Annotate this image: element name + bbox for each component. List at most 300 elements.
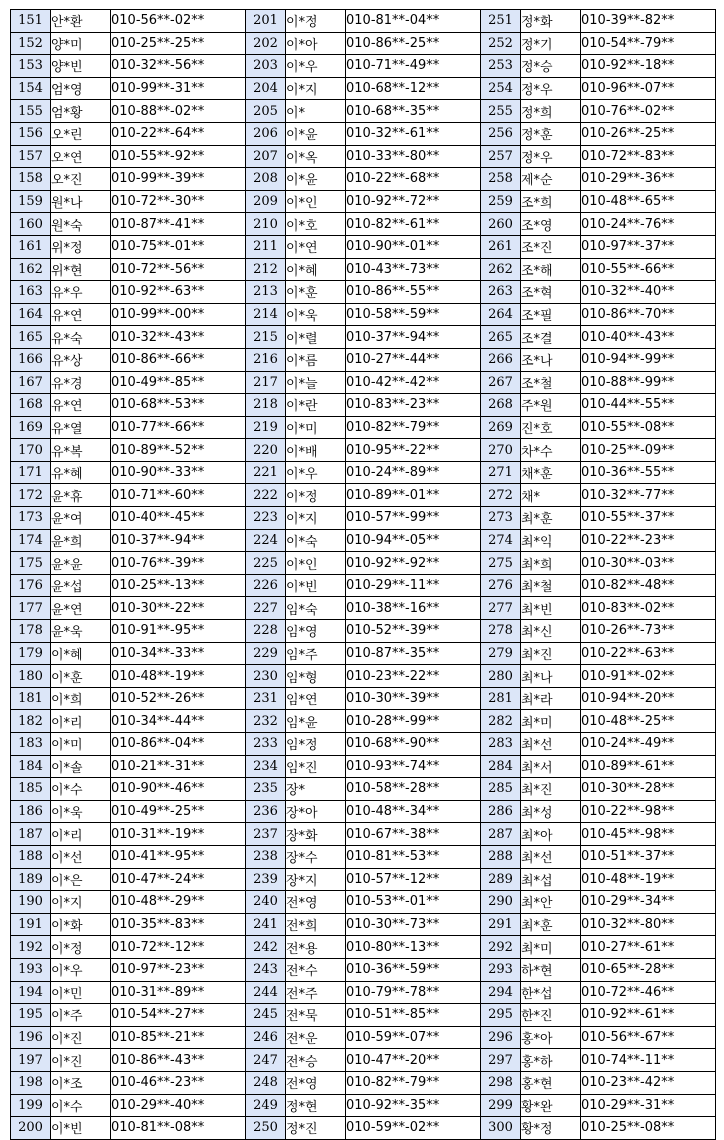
- entry-phone: 010-88**-02**: [111, 100, 246, 123]
- entry-name: 유*연: [51, 303, 111, 326]
- entry-name: 장*아: [286, 800, 346, 823]
- entry-number: 251: [481, 10, 521, 33]
- entry-phone: 010-58**-59**: [346, 303, 481, 326]
- table-row: [11, 77, 716, 100]
- entry-phone: 010-77**-66**: [111, 416, 246, 439]
- entry-phone: 010-25**-13**: [111, 574, 246, 597]
- entry-number: 253: [481, 55, 521, 78]
- entry-name: 이*화: [51, 913, 111, 936]
- entry-name: 이*미: [286, 416, 346, 439]
- entry-phone: 010-52**-26**: [111, 687, 246, 710]
- entry-name: 조*필: [521, 303, 581, 326]
- entry-phone: 010-30**-22**: [111, 597, 246, 620]
- entry-number: 287: [481, 823, 521, 846]
- entry-phone: 010-55**-08**: [581, 416, 716, 439]
- entry-number: 202: [246, 32, 286, 55]
- entry-phone: 010-86**-66**: [111, 348, 246, 371]
- entry-number: 222: [246, 484, 286, 507]
- entry-name: 최*선: [521, 733, 581, 756]
- entry-name: 이*정: [51, 936, 111, 959]
- entry-number: 290: [481, 891, 521, 914]
- entry-number: 263: [481, 281, 521, 304]
- entry-name: 엄*황: [51, 100, 111, 123]
- entry-phone: 010-93**-74**: [346, 755, 481, 778]
- entry-number: 215: [246, 326, 286, 349]
- entry-phone: 010-32**-56**: [111, 55, 246, 78]
- entry-name: 최*성: [521, 800, 581, 823]
- entry-number: 288: [481, 845, 521, 868]
- table-row: [11, 461, 716, 484]
- entry-phone: 010-25**-08**: [581, 1117, 716, 1140]
- entry-number: 259: [481, 190, 521, 213]
- entry-name: 최*나: [521, 665, 581, 688]
- entry-name: 이*옥: [286, 145, 346, 168]
- entry-phone: 010-88**-99**: [581, 371, 716, 394]
- entry-name: 이*숙: [286, 529, 346, 552]
- entry-number: 180: [11, 665, 51, 688]
- entry-phone: 010-24**-89**: [346, 461, 481, 484]
- entry-name: 위*정: [51, 235, 111, 258]
- entry-phone: 010-32**-61**: [346, 122, 481, 145]
- entry-number: 250: [246, 1117, 286, 1140]
- entry-name: 유*열: [51, 416, 111, 439]
- entry-phone: 010-56**-67**: [581, 1026, 716, 1049]
- entry-number: 153: [11, 55, 51, 78]
- entry-number: 207: [246, 145, 286, 168]
- entry-number: 171: [11, 461, 51, 484]
- entry-phone: 010-92**-35**: [346, 1094, 481, 1117]
- entry-number: 289: [481, 868, 521, 891]
- entry-name: 황*완: [521, 1094, 581, 1117]
- entry-number: 198: [11, 1071, 51, 1094]
- entry-phone: 010-68**-35**: [346, 100, 481, 123]
- table-row: [11, 55, 716, 78]
- entry-phone: 010-21**-31**: [111, 755, 246, 778]
- entry-name: 이*미: [51, 733, 111, 756]
- entry-name: 윤*희: [51, 529, 111, 552]
- entry-name: 제*순: [521, 168, 581, 191]
- entry-name: 이*윤: [286, 122, 346, 145]
- entry-number: 293: [481, 958, 521, 981]
- entry-number: 237: [246, 823, 286, 846]
- entry-name: 유*복: [51, 439, 111, 462]
- entry-number: 277: [481, 597, 521, 620]
- entry-phone: 010-92**-18**: [581, 55, 716, 78]
- entry-name: 전*운: [286, 1026, 346, 1049]
- entry-number: 186: [11, 800, 51, 823]
- entry-name: 윤*여: [51, 507, 111, 530]
- table-row: [11, 574, 716, 597]
- entry-name: 채*훈: [521, 461, 581, 484]
- entry-number: 157: [11, 145, 51, 168]
- entry-phone: 010-27**-44**: [346, 348, 481, 371]
- entry-phone: 010-27**-61**: [581, 936, 716, 959]
- entry-name: 이*우: [51, 958, 111, 981]
- entry-name: 윤*욱: [51, 620, 111, 643]
- entry-name: 최*희: [521, 552, 581, 575]
- entry-phone: 010-23**-22**: [346, 665, 481, 688]
- entry-number: 156: [11, 122, 51, 145]
- entry-phone: 010-68**-53**: [111, 394, 246, 417]
- entry-number: 172: [11, 484, 51, 507]
- entry-number: 236: [246, 800, 286, 823]
- entry-phone: 010-83**-23**: [346, 394, 481, 417]
- table-row: [11, 913, 716, 936]
- entry-phone: 010-29**-36**: [581, 168, 716, 191]
- entry-name: 이*혜: [51, 642, 111, 665]
- entry-number: 170: [11, 439, 51, 462]
- table-row: [11, 868, 716, 891]
- entry-name: 최*미: [521, 710, 581, 733]
- entry-number: 241: [246, 913, 286, 936]
- entry-phone: 010-86**-55**: [346, 281, 481, 304]
- entry-phone: 010-59**-07**: [346, 1026, 481, 1049]
- entry-number: 258: [481, 168, 521, 191]
- entry-number: 201: [246, 10, 286, 33]
- entry-name: 오*린: [51, 122, 111, 145]
- entry-number: 177: [11, 597, 51, 620]
- entry-phone: 010-30**-73**: [346, 913, 481, 936]
- entry-number: 185: [11, 778, 51, 801]
- entry-number: 165: [11, 326, 51, 349]
- entry-number: 178: [11, 620, 51, 643]
- entry-phone: 010-29**-11**: [346, 574, 481, 597]
- entry-number: 275: [481, 552, 521, 575]
- entry-name: 이*연: [286, 235, 346, 258]
- entry-name: 임*정: [286, 733, 346, 756]
- entry-number: 249: [246, 1094, 286, 1117]
- entry-phone: 010-75**-01**: [111, 235, 246, 258]
- entry-phone: 010-81**-08**: [111, 1117, 246, 1140]
- entry-name: 유*경: [51, 371, 111, 394]
- entry-number: 255: [481, 100, 521, 123]
- entry-number: 216: [246, 348, 286, 371]
- entry-phone: 010-76**-02**: [581, 100, 716, 123]
- roster-table: [10, 9, 716, 1140]
- entry-phone: 010-31**-89**: [111, 981, 246, 1004]
- entry-phone: 010-81**-53**: [346, 845, 481, 868]
- entry-number: 291: [481, 913, 521, 936]
- entry-name: 최*안: [521, 891, 581, 914]
- table-row: [11, 778, 716, 801]
- entry-phone: 010-86**-04**: [111, 733, 246, 756]
- entry-name: 조*희: [521, 190, 581, 213]
- table-row: [11, 1071, 716, 1094]
- entry-phone: 010-49**-25**: [111, 800, 246, 823]
- table-row: [11, 597, 716, 620]
- entry-number: 169: [11, 416, 51, 439]
- entry-phone: 010-22**-64**: [111, 122, 246, 145]
- entry-number: 161: [11, 235, 51, 258]
- entry-phone: 010-91**-95**: [111, 620, 246, 643]
- entry-phone: 010-82**-61**: [346, 213, 481, 236]
- entry-name: 이*진: [51, 1049, 111, 1072]
- entry-name: 장*지: [286, 868, 346, 891]
- entry-name: 윤*섭: [51, 574, 111, 597]
- entry-name: 이*지: [51, 891, 111, 914]
- table-row: [11, 122, 716, 145]
- entry-phone: 010-86**-43**: [111, 1049, 246, 1072]
- entry-name: 이*훈: [286, 281, 346, 304]
- entry-phone: 010-40**-43**: [581, 326, 716, 349]
- entry-phone: 010-82**-48**: [581, 574, 716, 597]
- entry-number: 274: [481, 529, 521, 552]
- entry-number: 285: [481, 778, 521, 801]
- entry-phone: 010-56**-02**: [111, 10, 246, 33]
- entry-phone: 010-26**-25**: [581, 122, 716, 145]
- entry-name: 이*수: [51, 778, 111, 801]
- entry-number: 166: [11, 348, 51, 371]
- entry-number: 300: [481, 1117, 521, 1140]
- entry-number: 283: [481, 733, 521, 756]
- entry-name: 전*수: [286, 958, 346, 981]
- entry-number: 218: [246, 394, 286, 417]
- entry-phone: 010-76**-39**: [111, 552, 246, 575]
- entry-name: 최*철: [521, 574, 581, 597]
- entry-name: 임*숙: [286, 597, 346, 620]
- entry-name: 최*훈: [521, 913, 581, 936]
- entry-phone: 010-49**-85**: [111, 371, 246, 394]
- entry-name: 이*인: [286, 190, 346, 213]
- entry-number: 233: [246, 733, 286, 756]
- entry-number: 188: [11, 845, 51, 868]
- entry-number: 272: [481, 484, 521, 507]
- entry-phone: 010-83**-02**: [581, 597, 716, 620]
- entry-number: 223: [246, 507, 286, 530]
- entry-number: 281: [481, 687, 521, 710]
- entry-number: 268: [481, 394, 521, 417]
- entry-name: 이*정: [286, 484, 346, 507]
- entry-number: 209: [246, 190, 286, 213]
- entry-number: 190: [11, 891, 51, 914]
- entry-name: 진*호: [521, 416, 581, 439]
- entry-name: 이*혜: [286, 258, 346, 281]
- table-row: [11, 484, 716, 507]
- entry-number: 297: [481, 1049, 521, 1072]
- entry-number: 273: [481, 507, 521, 530]
- entry-number: 151: [11, 10, 51, 33]
- entry-name: 조*철: [521, 371, 581, 394]
- entry-number: 238: [246, 845, 286, 868]
- entry-number: 244: [246, 981, 286, 1004]
- entry-name: 이*아: [286, 32, 346, 55]
- entry-phone: 010-74**-11**: [581, 1049, 716, 1072]
- table-row: [11, 100, 716, 123]
- entry-phone: 010-22**-23**: [581, 529, 716, 552]
- table-row: [11, 507, 716, 530]
- entry-name: 이*조: [51, 1071, 111, 1094]
- entry-name: 채*: [521, 484, 581, 507]
- entry-name: 이*윤: [286, 168, 346, 191]
- entry-number: 162: [11, 258, 51, 281]
- entry-name: 이*지: [286, 507, 346, 530]
- entry-name: 조*결: [521, 326, 581, 349]
- entry-phone: 010-94**-20**: [581, 687, 716, 710]
- entry-name: 이*름: [286, 348, 346, 371]
- entry-phone: 010-92**-72**: [346, 190, 481, 213]
- table-row: [11, 394, 716, 417]
- table-row: [11, 10, 716, 33]
- entry-number: 191: [11, 913, 51, 936]
- entry-number: 174: [11, 529, 51, 552]
- entry-number: 154: [11, 77, 51, 100]
- entry-name: 장*화: [286, 823, 346, 846]
- entry-phone: 010-72**-30**: [111, 190, 246, 213]
- entry-number: 175: [11, 552, 51, 575]
- entry-name: 정*우: [521, 145, 581, 168]
- entry-phone: 010-68**-90**: [346, 733, 481, 756]
- entry-number: 232: [246, 710, 286, 733]
- entry-number: 295: [481, 1004, 521, 1027]
- entry-phone: 010-37**-94**: [111, 529, 246, 552]
- entry-name: 이*희: [51, 687, 111, 710]
- entry-name: 오*진: [51, 168, 111, 191]
- entry-phone: 010-32**-40**: [581, 281, 716, 304]
- entry-phone: 010-36**-55**: [581, 461, 716, 484]
- entry-phone: 010-57**-99**: [346, 507, 481, 530]
- entry-number: 211: [246, 235, 286, 258]
- entry-phone: 010-58**-28**: [346, 778, 481, 801]
- entry-name: 전*용: [286, 936, 346, 959]
- entry-name: 주*원: [521, 394, 581, 417]
- entry-phone: 010-55**-66**: [581, 258, 716, 281]
- entry-phone: 010-22**-63**: [581, 642, 716, 665]
- entry-phone: 010-94**-05**: [346, 529, 481, 552]
- entry-number: 199: [11, 1094, 51, 1117]
- table-row: [11, 168, 716, 191]
- entry-phone: 010-80**-13**: [346, 936, 481, 959]
- entry-name: 최*섭: [521, 868, 581, 891]
- entry-number: 167: [11, 371, 51, 394]
- entry-number: 192: [11, 936, 51, 959]
- entry-phone: 010-85**-21**: [111, 1026, 246, 1049]
- entry-phone: 010-92**-63**: [111, 281, 246, 304]
- entry-number: 243: [246, 958, 286, 981]
- entry-number: 280: [481, 665, 521, 688]
- entry-name: 홍*아: [521, 1026, 581, 1049]
- entry-number: 246: [246, 1026, 286, 1049]
- entry-phone: 010-89**-61**: [581, 755, 716, 778]
- entry-number: 173: [11, 507, 51, 530]
- entry-name: 이*진: [51, 1026, 111, 1049]
- entry-phone: 010-44**-55**: [581, 394, 716, 417]
- entry-number: 239: [246, 868, 286, 891]
- entry-phone: 010-29**-40**: [111, 1094, 246, 1117]
- table-row: [11, 552, 716, 575]
- entry-name: 윤*휴: [51, 484, 111, 507]
- entry-name: 이*은: [51, 868, 111, 891]
- entry-phone: 010-45**-98**: [581, 823, 716, 846]
- table-row: [11, 281, 716, 304]
- entry-number: 212: [246, 258, 286, 281]
- entry-number: 203: [246, 55, 286, 78]
- entry-name: 위*현: [51, 258, 111, 281]
- table-row: [11, 981, 716, 1004]
- entry-number: 254: [481, 77, 521, 100]
- table-row: [11, 733, 716, 756]
- entry-name: 이*민: [51, 981, 111, 1004]
- entry-number: 155: [11, 100, 51, 123]
- entry-number: 158: [11, 168, 51, 191]
- entry-number: 265: [481, 326, 521, 349]
- entry-name: 이*우: [286, 55, 346, 78]
- table-row: [11, 439, 716, 462]
- entry-name: 전*묵: [286, 1004, 346, 1027]
- entry-name: 정*훈: [521, 122, 581, 145]
- entry-number: 184: [11, 755, 51, 778]
- entry-name: 장*: [286, 778, 346, 801]
- entry-phone: 010-48**-25**: [581, 710, 716, 733]
- entry-name: 조*해: [521, 258, 581, 281]
- entry-number: 195: [11, 1004, 51, 1027]
- entry-number: 282: [481, 710, 521, 733]
- entry-name: 최*아: [521, 823, 581, 846]
- entry-number: 267: [481, 371, 521, 394]
- entry-phone: 010-34**-44**: [111, 710, 246, 733]
- entry-phone: 010-99**-39**: [111, 168, 246, 191]
- entry-phone: 010-95**-22**: [346, 439, 481, 462]
- entry-name: 유*연: [51, 394, 111, 417]
- entry-phone: 010-43**-73**: [346, 258, 481, 281]
- entry-name: 이*빈: [51, 1117, 111, 1140]
- entry-phone: 010-92**-61**: [581, 1004, 716, 1027]
- entry-phone: 010-86**-70**: [581, 303, 716, 326]
- table-row: [11, 1004, 716, 1027]
- entry-number: 210: [246, 213, 286, 236]
- entry-number: 227: [246, 597, 286, 620]
- entry-name: 이*훈: [51, 665, 111, 688]
- entry-name: 이*배: [286, 439, 346, 462]
- entry-number: 279: [481, 642, 521, 665]
- entry-number: 160: [11, 213, 51, 236]
- entry-name: 이*선: [51, 845, 111, 868]
- entry-name: 이*호: [286, 213, 346, 236]
- entry-phone: 010-54**-79**: [581, 32, 716, 55]
- entry-name: 이*: [286, 100, 346, 123]
- entry-number: 208: [246, 168, 286, 191]
- entry-phone: 010-97**-23**: [111, 958, 246, 981]
- table-row: [11, 416, 716, 439]
- entry-name: 이*주: [51, 1004, 111, 1027]
- entry-number: 234: [246, 755, 286, 778]
- entry-number: 261: [481, 235, 521, 258]
- entry-name: 임*형: [286, 665, 346, 688]
- entry-name: 조*진: [521, 235, 581, 258]
- entry-number: 187: [11, 823, 51, 846]
- entry-phone: 010-22**-68**: [346, 168, 481, 191]
- entry-name: 정*우: [521, 77, 581, 100]
- entry-phone: 010-47**-24**: [111, 868, 246, 891]
- entry-phone: 010-92**-92**: [346, 552, 481, 575]
- entry-name: 전*승: [286, 1049, 346, 1072]
- entry-number: 225: [246, 552, 286, 575]
- entry-phone: 010-38**-16**: [346, 597, 481, 620]
- entry-name: 임*진: [286, 755, 346, 778]
- entry-name: 한*진: [521, 1004, 581, 1027]
- entry-number: 176: [11, 574, 51, 597]
- entry-name: 이*지: [286, 77, 346, 100]
- entry-number: 183: [11, 733, 51, 756]
- entry-name: 이*리: [51, 823, 111, 846]
- entry-number: 189: [11, 868, 51, 891]
- entry-number: 266: [481, 348, 521, 371]
- table-row: [11, 620, 716, 643]
- table-row: [11, 891, 716, 914]
- entry-name: 원*나: [51, 190, 111, 213]
- entry-phone: 010-33**-80**: [346, 145, 481, 168]
- entry-phone: 010-99**-31**: [111, 77, 246, 100]
- entry-name: 한*섭: [521, 981, 581, 1004]
